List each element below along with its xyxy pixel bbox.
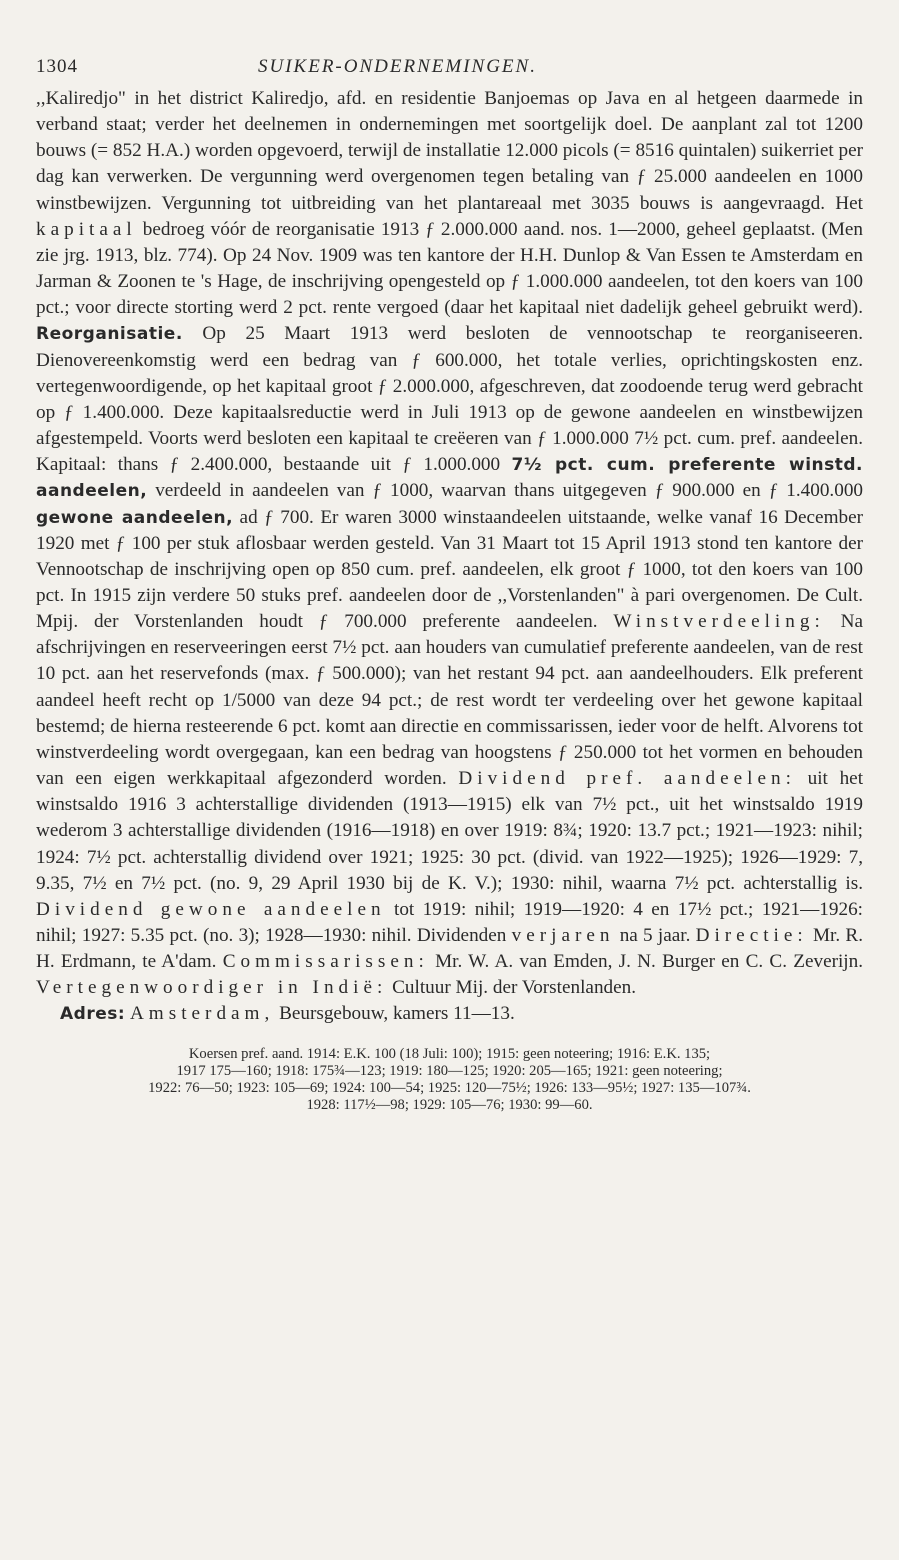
footnote-line: 1928: 117½—98; 1929: 105—76; 1930: 99—60. [306, 1096, 593, 1113]
footnote-line: 1917 175—160; 1918: 175¾—123; 1919: 180—125; 1920: 205—165; 1921: geen noteering; [176, 1062, 723, 1079]
paragraph-text: verdeeld in aandeelen van ƒ 1000, waarvan thans uitgegeven ƒ 900.000 en ƒ 1.400.000 [155, 480, 864, 502]
vertegenwoordiger-label: Vertegenwoordiger in Indië: [36, 977, 388, 999]
verjaren-label: verjaren [511, 925, 615, 946]
adres-rest: Beursgebouw, kamers 11—13. [279, 1003, 515, 1025]
reorganisatie-heading: Reorganisatie. [36, 324, 183, 345]
paragraph-text: ad ƒ 700. Er waren 3000 winstaandeelen uitstaande, welke vanaf 16 December 1920 met ƒ 100 per stuk aflosbaar werden gesteld. Van 31 Maart tot 15 April 1913 stond ten kantore der Vennootschap de inschrijving open op 850 cum. pref. aandeelen, elk groot ƒ 1000, tot den koers van 100 pct. In 1915 zijn verdere 50 stuks pref. aandeelen door de ,,Vorstenlanden" à pari overgenomen. De Cult. Mpij. der Vorstenlanden houdt ƒ 700.000 preferente aandeelen. [36, 506, 864, 633]
paragraph-text: ,,Kaliredjo" in het district Kaliredjo, afd. en residentie Banjoemas op Java en al hetgeen daarmede in verband staat; verder het deelnemen in ondernemingen met soortgelijk doel. De aanplant zal tot 1200 bouws (= 852 H.A.) worden opgevoerd, terwijl de installatie 12.000 picols (= 8516 quintalen) suikerriet per dag kan verwerken. De vergunning werd overgenomen tegen betaling van ƒ 25.000 aandeelen en 1000 winstbewijzen. Vergunning tot uitbreiding van het plantareaal met 3035 bouws is aangevraagd. Het [36, 88, 863, 214]
running-title: SUIKER-ONDERNEMINGEN. [258, 56, 537, 77]
adres-city: Amsterdam, [129, 1003, 275, 1025]
directie-label: Directie: [695, 925, 808, 946]
paragraph-text: Na afschrijvingen en reserveeringen eerst 7½ pct. aan houders van cumulatief preferente aandeelen, van de rest 10 pct. aan het reservefonds (max. ƒ 500.000); van het restant 94 pct. aan aandeelhouders. Elk preferent aandeel heeft recht op 1/5000 van deze 94 pct.; de rest wordt ter verdeeling over het gewone kapitaal bestemd; de hierna resteerende 6 pct. komt aan directie en commissarissen, ieder voor de helft. Alvorens tot winstverdeeling wordt overgegaan, kan een bedrag van hoogstens ƒ 250.000 tot het vormen en behouden van een eigen werkkapitaal afgezonderd worden. [36, 611, 864, 790]
dividend-gewone-label: Dividend gewone aandeelen [36, 898, 386, 920]
page-header [36, 56, 863, 78]
paragraph-text: bedroeg vóór de reorganisatie 1913 ƒ 2.000.000 aand. nos. 1—2000, geheel geplaatst. (Men zie jrg. 1913, blz. 774). Op 24 Nov. 1909 was ten kantore der H.H. Dunlop & Van Essen te Amsterdam en Jarman & Zoonen te 's Hage, de inschrijving opengesteld op ƒ 1.000.000 aandeelen, tot den koers van 100 pct.; voor directe storting werd 2 pct. rente vergoed (daar het kapitaal niet dadelijk geheel gebruikt werd). [36, 218, 864, 319]
paragraph-text: Cultuur Mij. der Vorstenlanden. [392, 977, 637, 999]
paragraph-text: Op 25 Maart 1913 werd besloten de vennootschap te reorganiseeren. Dienovereenkomstig werd een bedrag van ƒ 600.000, het totale verlies, oprichtingskosten enz. vertegenwoordigende, op het kapitaal groot ƒ 2.000.000, afgeschreven, dat zoodoende terug werd gebracht op ƒ 1.400.000. Deze kapitaalsreductie werd in Juli 1913 op de gewone aandeelen en winstbewijzen afgestempeld. Voorts werd besloten een kapitaal te creëeren van ƒ 1.000.000 7½ pct. cum. pref. aandeelen. Kapitaal: thans ƒ 2.400.000, bestaande uit ƒ 1.000.000 [36, 323, 863, 476]
koersen-footnote [36, 1046, 863, 1114]
dividend-pref-label: Dividend pref. aandeelen: [458, 768, 796, 790]
winstverdeeling-label: Winstverdeeling: [613, 611, 825, 633]
adres-heading: Adres: [60, 1004, 126, 1025]
paragraph-text: na 5 jaar. [619, 925, 691, 946]
gewone-heading: gewone aandeelen, [36, 507, 234, 528]
commissarissen-label: Commissarissen: [222, 951, 429, 973]
kapitaal-label: kapitaal [36, 218, 137, 240]
paragraph-text: tot 1919: nihil; 1919—1920: 4 en 17½ pct.; 1921—1926: nihil; 1927: 5.35 pct. (no. 3); 1928—1930: nihil. Dividenden [36, 898, 864, 946]
paragraph-text: Mr. R. H. Erdmann, te A'dam. [36, 925, 863, 973]
article-body [36, 86, 863, 1028]
paragraph-text: uit het winstsaldo 1916 3 achterstallige dividenden (1913—1915) elk van 7½ pct., uit het winstsaldo 1919 wederom 3 achterstallige dividenden (1916—1918) en over 1919: 8¾; 1920: 13.7 pct.; 1921—1923: nihil; 1924: 7½ pct. achterstallig dividend over 1921; 1925: 30 pct. (divid. van 1922—1925); 1926—1929: 7, 9.35, 7½ en 7½ pct. (no. 9, 29 April 1930 bij de K. V.); 1930: nihil, waarna 7½ pct. achterstallig is. [36, 768, 864, 894]
paragraph-text: Mr. W. A. van Emden, J. N. Burger en C. C. Zeverijn. [435, 951, 864, 973]
footnote-line: Koersen pref. aand. 1914: E.K. 100 (18 Juli: 100); 1915: geen noteering; 1916: E.K. 135; [188, 1045, 711, 1062]
footnote-line: 1922: 76—50; 1923: 105—69; 1924: 100—54; 1925: 120—75½; 1926: 133—95½; 1927: 135—107¾. [148, 1079, 751, 1096]
preferente-heading: 7½ pct. cum. preferente winstd. aandeelen, [36, 455, 863, 502]
page-number: 1304 [36, 56, 78, 77]
